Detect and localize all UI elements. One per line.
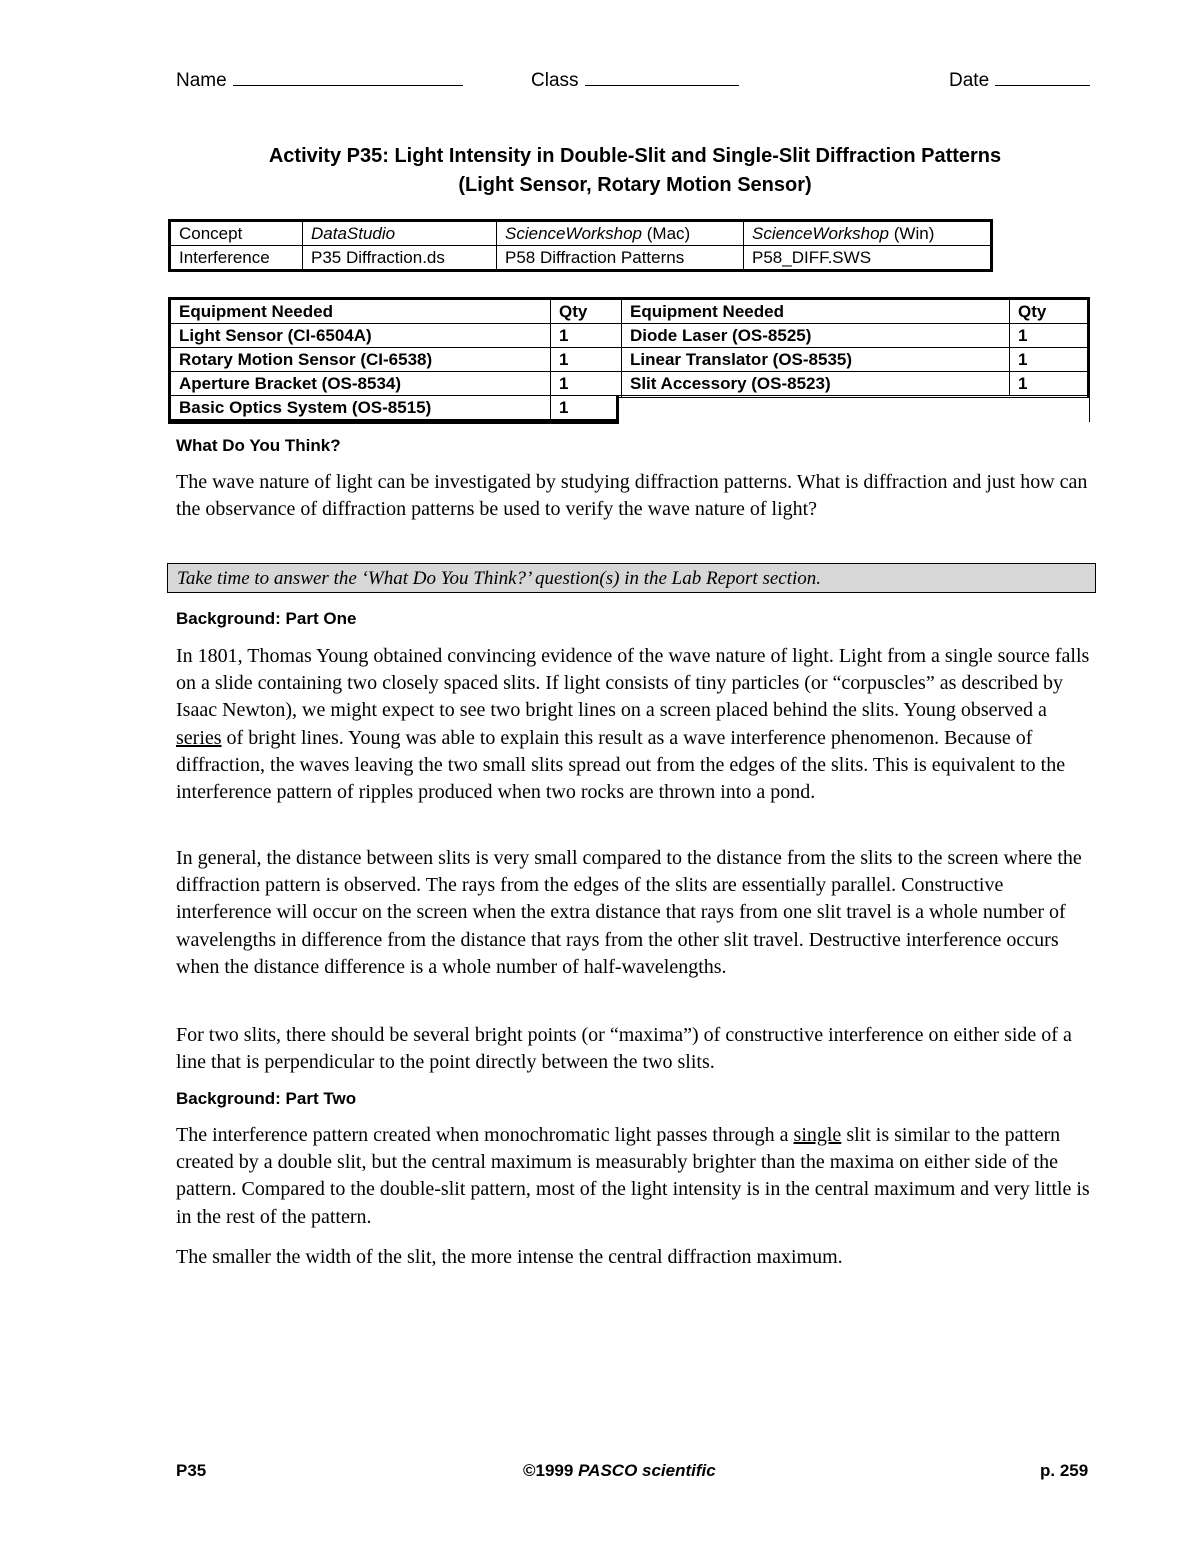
- concept-data-row: [170, 246, 992, 271]
- concept-table: [168, 219, 993, 272]
- name-field: [176, 70, 463, 92]
- underlined-series: series: [176, 726, 222, 749]
- qty-header-2: Qty: [1010, 299, 1089, 324]
- class-field: [531, 70, 739, 92]
- name-label: Name: [176, 70, 227, 91]
- what-do-you-think-text: The wave nature of light can be investigated by studying diffraction patterns. What is diffraction and just how can the observance of diffraction patterns be used to verify the wave nature of light?: [176, 471, 1088, 521]
- concept-header-row: [170, 221, 992, 246]
- background-one-paragraph-1: In 1801, Thomas Young obtained convincing evidence of the wave nature of light. Light from a single source falls on a slide containing two closely spaced slits. If light consists of tiny particles (or “corpuscles” as described by Isaac Newton), we might expect to see two bright lines on a screen placed behind the slits. Young observed a series of bright lines. Young was able to explain this result as a wave interference phenomenon. Because of diffraction, the waves leaving the two small slits spread out from the edges of the slits. This is equivalent to the interference pattern of ripples produced when two rocks are thrown into a pond.: [176, 645, 1090, 804]
- background-two-heading: Background: Part Two: [176, 1089, 357, 1108]
- sw-win-cell: P58_DIFF.SWS: [744, 246, 992, 271]
- page-title: [0, 142, 1200, 200]
- name-blank[interactable]: [233, 84, 463, 86]
- equipment-item: Diode Laser (OS-8525): [622, 324, 1010, 348]
- table-row: [170, 348, 1089, 372]
- background-two-paragraph-2: The smaller the width of the slit, the more intense the central diffraction maximum.: [176, 1246, 843, 1268]
- footer-activity: P35: [176, 1461, 207, 1480]
- background-two-paragraph-1: The interference pattern created when monochromatic light passes through a single slit is similar to the pattern created by a double slit, but the central maximum is measurably brighter than the maxima on either side of the pattern. Compared to the double-slit pattern, most of the light intensity is in the central maximum and very little is in the rest of the pattern.: [176, 1124, 1090, 1228]
- date-blank[interactable]: [995, 84, 1090, 86]
- background-one-heading: Background: Part One: [176, 609, 357, 628]
- sw-win-header: ScienceWorkshop (Win): [744, 221, 992, 246]
- concept-header: Concept: [170, 221, 303, 246]
- qty-header-1: Qty: [551, 299, 622, 324]
- qty-cell: 1: [551, 396, 622, 421]
- qty-cell: 1: [551, 348, 622, 372]
- title-line-1: Activity P35: Light Intensity in Double-Slit and Single-Slit Diffraction Patterns: [268, 145, 1002, 167]
- underlined-single: single: [793, 1124, 842, 1146]
- table-row: [170, 372, 1089, 396]
- table-side-border: [616, 396, 619, 424]
- qty-cell: 1: [551, 372, 622, 396]
- class-label: Class: [531, 70, 579, 91]
- background-one-paragraph-2: In general, the distance between slits is very small compared to the distance from the slits to the screen where the diffraction pattern is observed. The rays from the edges of the slits are essentially parallel. Constructive interference will occur on the screen when the extra distance that rays from one slit travel is a whole number of wavelengths in difference from the distance that rays from the other slit travel. Destructive interference occurs when the distance difference is a whole number of half-wavelengths.: [176, 847, 1082, 978]
- concept-cell: Interference: [170, 246, 303, 271]
- equipment-item: Light Sensor (CI-6504A): [170, 324, 551, 348]
- datastudio-cell: P35 Diffraction.ds: [303, 246, 497, 271]
- footer-page-number: p. 259: [1040, 1461, 1089, 1480]
- qty-cell: 1: [1010, 372, 1089, 396]
- equipment-item: Aperture Bracket (OS-8534): [170, 372, 551, 396]
- equipment-item: Linear Translator (OS-8535): [622, 348, 1010, 372]
- class-blank[interactable]: [585, 84, 739, 86]
- equipment-item: Rotary Motion Sensor (CI-6538): [170, 348, 551, 372]
- equipment-header-2: Equipment Needed: [622, 299, 1010, 324]
- what-do-you-think-heading: What Do You Think?: [176, 436, 341, 455]
- date-field: [949, 70, 1090, 92]
- qty-cell: 1: [1010, 324, 1089, 348]
- equipment-item: Slit Accessory (OS-8523): [622, 372, 1010, 396]
- background-one-paragraph-3: For two slits, there should be several bright points (or “maxima”) of constructive interference on either side of a line that is perpendicular to the point directly between the two slits.: [176, 1024, 1072, 1074]
- qty-cell: 1: [551, 324, 622, 348]
- equipment-header-1: Equipment Needed: [170, 299, 551, 324]
- qty-cell: 1: [1010, 348, 1089, 372]
- date-label: Date: [949, 70, 990, 91]
- table-mask: [619, 397, 1089, 426]
- equipment-item: Basic Optics System (OS-8515): [170, 396, 551, 421]
- datastudio-header: DataStudio: [303, 221, 497, 246]
- table-bottom-border: [168, 421, 619, 424]
- sw-mac-header: ScienceWorkshop (Mac): [497, 221, 744, 246]
- footer-copyright: ©1999 PASCO scientific: [523, 1461, 716, 1480]
- table-row: [170, 324, 1089, 348]
- equipment-header-row: [170, 299, 1089, 324]
- lab-report-prompt: Take time to answer the ‘What Do You Think?’ question(s) in the Lab Report section.: [167, 563, 1096, 593]
- title-line-2: (Light Sensor, Rotary Motion Sensor): [458, 174, 812, 196]
- sw-mac-cell: P58 Diffraction Patterns: [497, 246, 744, 271]
